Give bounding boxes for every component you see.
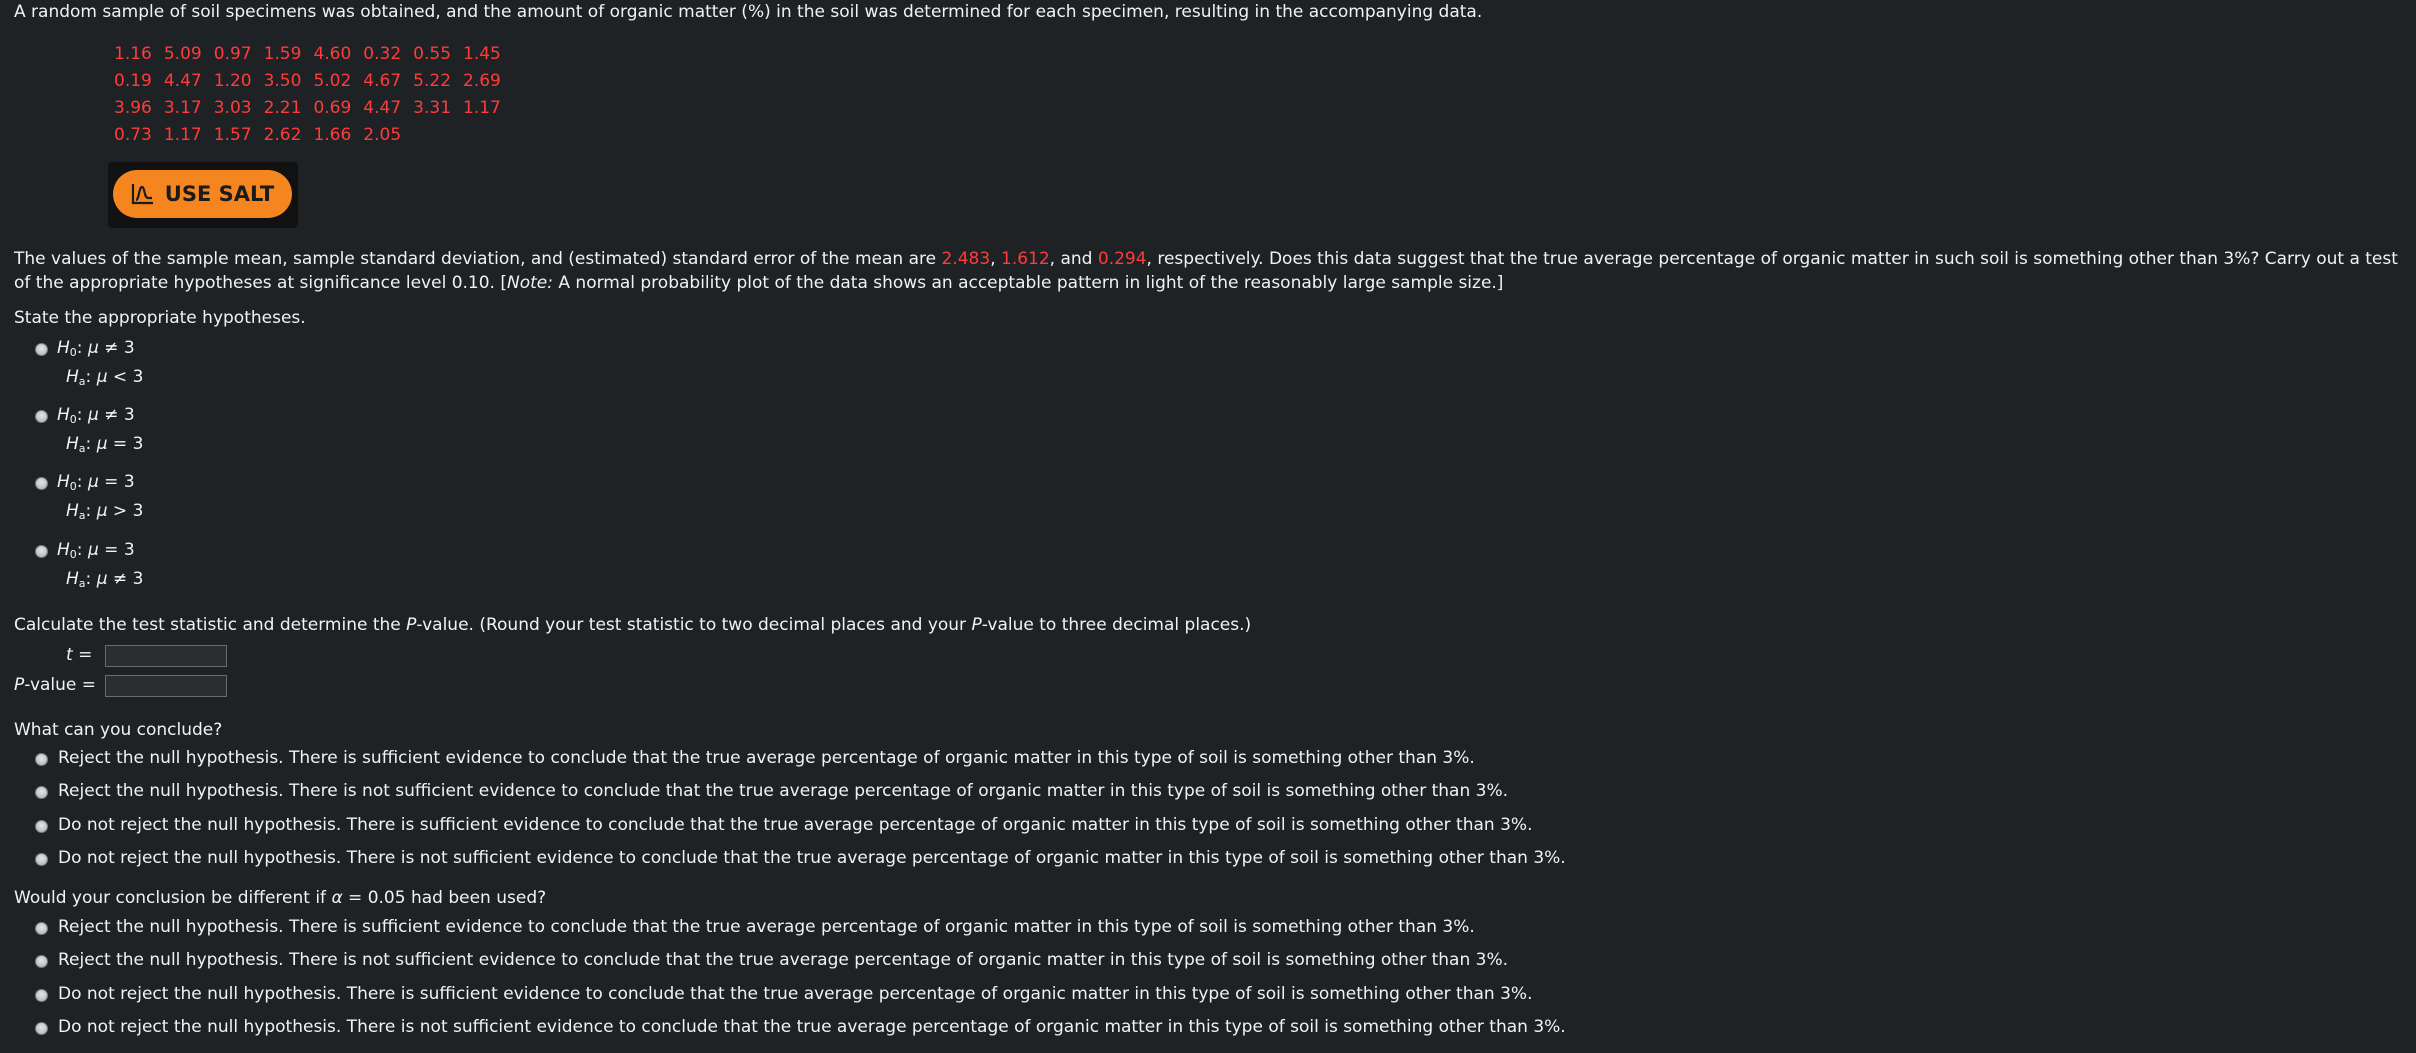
data-cell: 1.17 [463, 97, 501, 118]
h-symbol: H [57, 338, 70, 358]
prompt-text: -value to three decimal places.) [981, 615, 1252, 635]
separator: , and [1049, 249, 1098, 269]
h-symbol: H [57, 472, 70, 492]
data-cell: 2.21 [263, 97, 302, 118]
data-cell: 3.03 [213, 97, 252, 118]
data-row [108, 67, 507, 94]
h0-option-2 [57, 405, 135, 426]
ha-relation: = 3 [112, 434, 144, 454]
h0-relation: = 3 [104, 540, 135, 560]
alpha-radio-1[interactable] [35, 922, 48, 935]
data-row [108, 121, 507, 148]
chart-icon [131, 183, 155, 205]
hypothesis-radio-1[interactable] [35, 343, 48, 356]
hypothesis-radio-3[interactable] [35, 477, 48, 490]
subscript: a [78, 375, 86, 388]
conclude-prompt: What can you conclude? [14, 720, 223, 740]
data-cell: 0.97 [213, 43, 252, 64]
h-symbol: H [66, 367, 79, 387]
data-cell: 5.22 [413, 70, 452, 91]
data-cell: 3.31 [413, 97, 452, 118]
mu-symbol: μ [87, 540, 99, 560]
mu-symbol: μ [96, 367, 108, 387]
mu-symbol: μ [96, 501, 108, 521]
data-cell [457, 121, 507, 148]
use-salt-label: USE SALT [164, 182, 275, 206]
hypotheses-prompt: State the appropriate hypotheses. [14, 308, 306, 328]
p-symbol: P [14, 675, 25, 695]
subscript: 0 [69, 548, 77, 561]
p-value-label [14, 675, 96, 695]
data-cell: 5.02 [313, 70, 352, 91]
calculate-prompt [14, 615, 1251, 635]
hypothesis-radio-4[interactable] [35, 545, 48, 558]
h0-option-4 [57, 540, 135, 561]
conclude-radio-1[interactable] [35, 753, 48, 766]
question-paragraph [14, 247, 2404, 295]
p-symbol: P [406, 615, 417, 635]
alpha-option-3[interactable]: Do not reject the null hypothesis. There is sufficient evidence to conclude that the true average percentage of organic matter in this type of soil is something other than 3%. [58, 984, 1533, 1004]
data-cell: 0.73 [114, 124, 152, 145]
mu-symbol: μ [87, 405, 99, 425]
subscript: a [78, 442, 86, 455]
paragraph-text: A normal probability plot of the data shows an acceptable pattern in light of the reasonably large sample size.] [552, 273, 1504, 293]
mu-symbol: μ [87, 472, 99, 492]
ha-option-1 [66, 367, 143, 388]
data-cell: 1.20 [213, 70, 252, 91]
ha-option-4 [66, 569, 143, 590]
alpha-radio-3[interactable] [35, 989, 48, 1002]
h-symbol: H [57, 405, 70, 425]
colon: : [85, 367, 92, 387]
data-cell: 1.45 [463, 43, 501, 64]
data-row [108, 40, 507, 67]
p-symbol: P [971, 615, 982, 635]
data-cell: 2.69 [463, 70, 501, 91]
sample-mean: 2.483 [941, 249, 991, 269]
colon: : [76, 338, 83, 358]
colon: : [85, 569, 92, 589]
colon: : [85, 434, 92, 454]
data-cell: 5.09 [163, 43, 202, 64]
ha-option-2 [66, 434, 143, 455]
prompt-text: -value. (Round your test statistic to two decimal places and your [416, 615, 972, 635]
alpha-radio-2[interactable] [35, 955, 48, 968]
conclude-radio-4[interactable] [35, 853, 48, 866]
p-value-input[interactable] [105, 675, 227, 697]
t-symbol: t [66, 645, 73, 665]
data-cell: 4.60 [313, 43, 352, 64]
alpha-option-1[interactable]: Reject the null hypothesis. There is sufficient evidence to conclude that the true average percentage of organic matter in this type of soil is something other than 3%. [58, 917, 1475, 937]
t-statistic-input[interactable] [105, 645, 227, 667]
standard-error: 0.294 [1097, 249, 1147, 269]
data-cell: 4.47 [163, 70, 202, 91]
ha-relation: < 3 [112, 367, 144, 387]
alpha-prompt [14, 888, 546, 908]
data-table [108, 40, 507, 148]
ha-option-3 [66, 501, 143, 522]
use-salt-button[interactable] [113, 170, 292, 218]
data-cell: 1.59 [263, 43, 302, 64]
data-cell: 4.67 [363, 70, 402, 91]
conclude-option-3[interactable]: Do not reject the null hypothesis. There is sufficient evidence to conclude that the true average percentage of organic matter in this type of soil is something other than 3%. [58, 815, 1533, 835]
data-cell: 2.05 [363, 124, 402, 145]
alpha-radio-4[interactable] [35, 1022, 48, 1035]
h0-relation: ≠ 3 [104, 338, 135, 358]
data-cell: 1.17 [163, 124, 202, 145]
subscript: 0 [69, 413, 77, 426]
data-cell: 3.50 [263, 70, 302, 91]
h0-relation: ≠ 3 [104, 405, 135, 425]
data-cell: 0.19 [114, 70, 152, 91]
h-symbol: H [66, 434, 79, 454]
h0-relation: = 3 [104, 472, 135, 492]
sample-sd: 1.612 [1001, 249, 1050, 269]
t-label [66, 645, 92, 665]
data-cell: 1.16 [114, 43, 152, 64]
data-cell: 4.47 [363, 97, 402, 118]
prompt-text: Calculate the test statistic and determine the [14, 615, 407, 635]
equals-sign: = [78, 645, 93, 665]
mu-symbol: μ [87, 338, 99, 358]
conclude-option-2[interactable]: Reject the null hypothesis. There is not sufficient evidence to conclude that the true average percentage of organic matter in this type of soil is something other than 3%. [58, 781, 1509, 801]
data-cell [407, 121, 457, 148]
note-label: Note: [507, 273, 553, 293]
mu-symbol: μ [96, 569, 108, 589]
data-cell: 3.17 [163, 97, 202, 118]
separator: , [990, 249, 1001, 269]
colon: : [76, 472, 83, 492]
p-value-text: -value [24, 675, 77, 695]
h-symbol: H [57, 540, 70, 560]
data-row [108, 94, 507, 121]
conclude-option-4[interactable]: Do not reject the null hypothesis. There is not sufficient evidence to conclude that the true average percentage of organic matter in this type of soil is something other than 3%. [58, 848, 1566, 868]
equals-sign: = [81, 675, 97, 695]
salt-button-frame [108, 162, 298, 228]
intro-text: A random sample of soil specimens was obtained, and the amount of organic matter (%) in the soil was determined for each specimen, resulting in the accompanying data. [14, 2, 1483, 22]
conclude-radio-3[interactable] [35, 820, 48, 833]
data-cell: 0.55 [413, 43, 452, 64]
subscript: 0 [69, 480, 77, 493]
hypothesis-radio-2[interactable] [35, 410, 48, 423]
prompt-text: = 0.05 had been used? [342, 888, 547, 908]
prompt-text: Would your conclusion be different if [14, 888, 332, 908]
paragraph-text: The values of the sample mean, sample standard deviation, and (estimated) standard error of the mean are [14, 249, 942, 269]
colon: : [76, 540, 83, 560]
subscript: a [78, 577, 86, 590]
ha-relation: > 3 [112, 501, 144, 521]
h0-option-3 [57, 472, 135, 493]
alpha-symbol: α [331, 888, 343, 908]
mu-symbol: μ [96, 434, 108, 454]
data-cell: 0.69 [313, 97, 352, 118]
data-cell: 2.62 [263, 124, 302, 145]
h0-option-1 [57, 338, 135, 359]
h-symbol: H [66, 569, 79, 589]
colon: : [85, 501, 92, 521]
conclude-option-1[interactable]: Reject the null hypothesis. There is sufficient evidence to conclude that the true average percentage of organic matter in this type of soil is something other than 3%. [58, 748, 1475, 768]
data-cell: 1.57 [213, 124, 252, 145]
data-cell: 1.66 [313, 124, 352, 145]
subscript: a [78, 509, 86, 522]
subscript: 0 [69, 346, 77, 359]
paragraph-text: , respectively. Does this data suggest that the true average percentage of organic matter in such soil is something other than 3%? Carry out a test of the appropriate hypotheses at significance level 0.10. [ [14, 249, 2398, 293]
h-symbol: H [66, 501, 79, 521]
conclude-radio-2[interactable] [35, 786, 48, 799]
data-cell: 0.32 [363, 43, 402, 64]
alpha-option-4[interactable]: Do not reject the null hypothesis. There is not sufficient evidence to conclude that the true average percentage of organic matter in this type of soil is something other than 3%. [58, 1017, 1566, 1037]
data-cell: 3.96 [114, 97, 152, 118]
alpha-option-2[interactable]: Reject the null hypothesis. There is not sufficient evidence to conclude that the true average percentage of organic matter in this type of soil is something other than 3%. [58, 950, 1509, 970]
ha-relation: ≠ 3 [112, 569, 144, 589]
colon: : [76, 405, 83, 425]
